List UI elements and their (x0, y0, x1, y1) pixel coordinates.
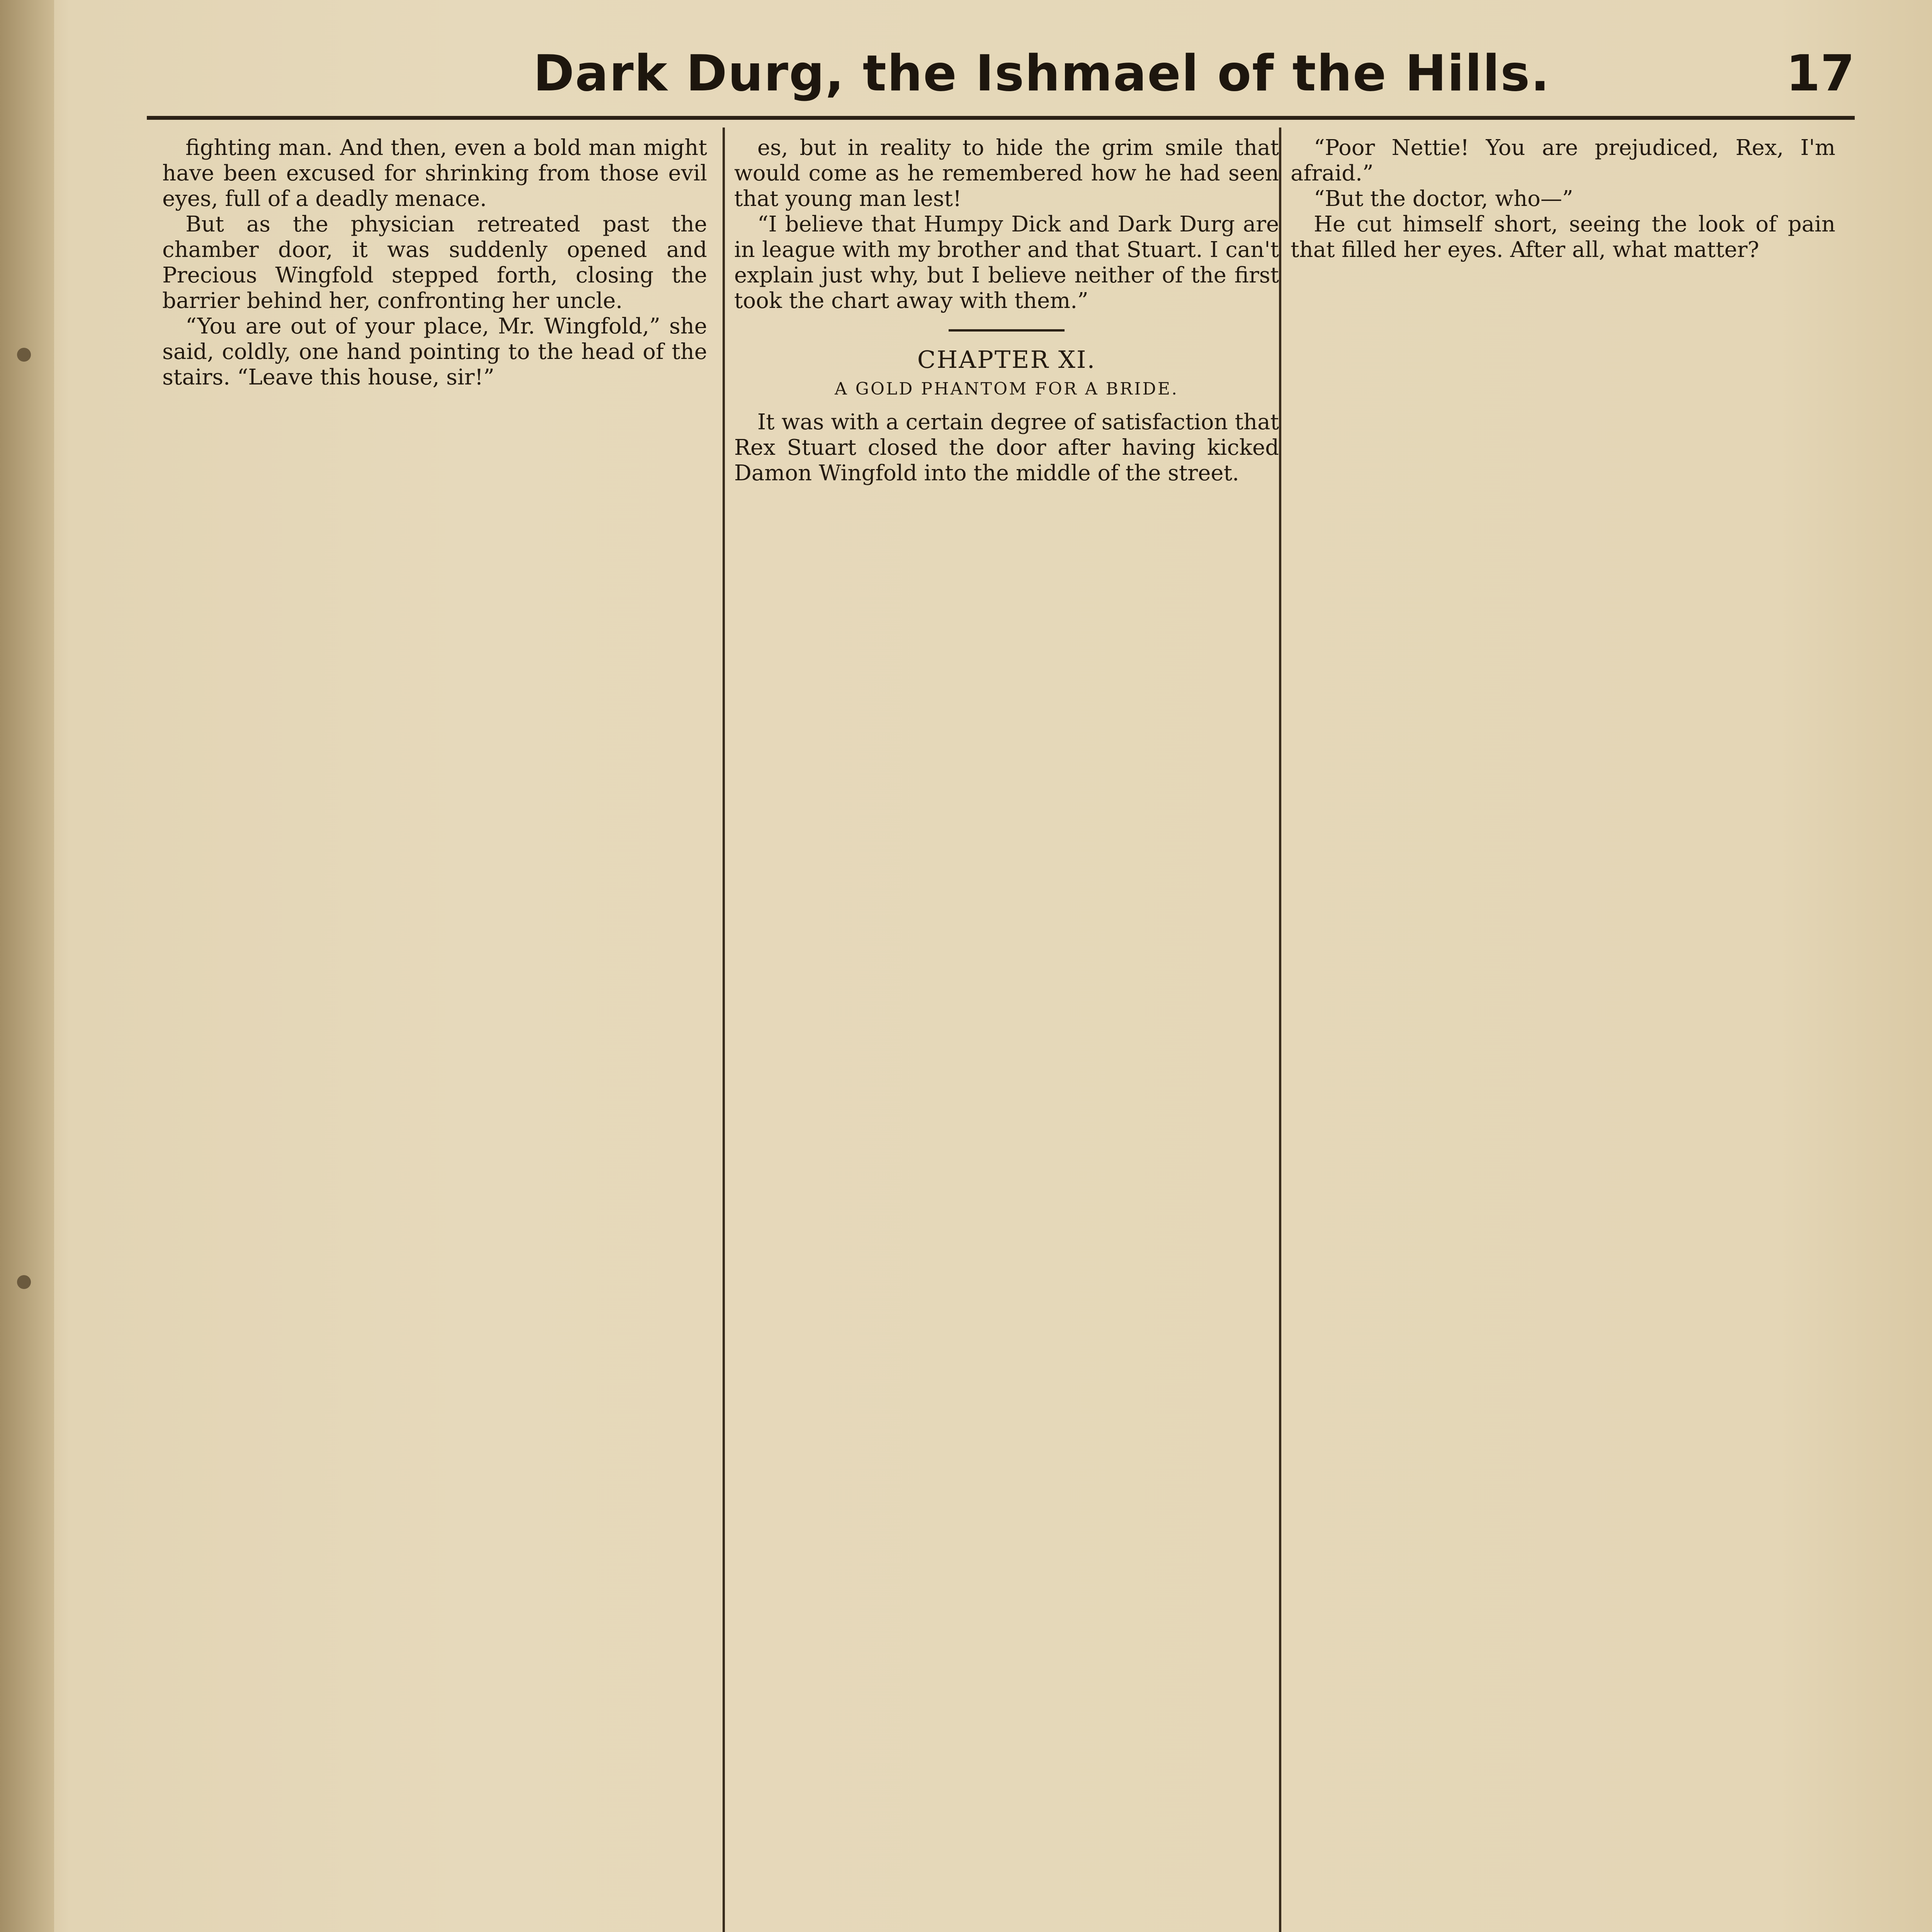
paragraph: “But the doctor, who—” (1314, 186, 1573, 211)
binding-edge (0, 0, 54, 1932)
column-divider (1279, 128, 1281, 1932)
chapter-heading: CHAPTER XI. (917, 345, 1096, 374)
binding-hole (17, 348, 31, 362)
paragraph: It was with a certain degree of satisfaction that Rex Stuart closed the door after having kicked Damon Wingfold into the middle of the street. (734, 410, 1279, 486)
column-divider (723, 128, 725, 1932)
page-number: 17 (1786, 44, 1855, 102)
paragraph: But as the physician retreated past the chamber door, it was suddenly opened and Precious Wingfold stepped forth, closing the barrier behind her, confronting her uncle. (162, 212, 707, 313)
binding-hole (17, 1275, 31, 1289)
paragraph: He cut himself short, seeing the look of pain that filled her eyes. After all, what matter? (1291, 212, 1835, 262)
page-header (533, 43, 1855, 104)
paragraph: es, but in reality to hide the grim smile that would come as he remembered how he had seen that young man lest! (734, 135, 1279, 211)
column-middle (734, 135, 1279, 486)
column-right (1291, 135, 1835, 263)
paragraph: “Poor Nettie! You are prejudiced, Rex, I'm afraid.” (1291, 135, 1835, 186)
section-divider (949, 329, 1065, 332)
paragraph: fighting man. And then, even a bold man might have been excused for shrinking from those evil eyes, full of a deadly menace. (162, 135, 707, 211)
header-rule (147, 116, 1855, 120)
chapter-subheading: A GOLD PHANTOM FOR A BRIDE. (835, 379, 1179, 399)
paragraph: “You are out of your place, Mr. Wingfold,” she said, coldly, one hand pointing to the head of the stairs. “Leave this house, sir!” (162, 314, 707, 390)
page-title: Dark Durg, the Ishmael of the Hills. (533, 44, 1550, 102)
paragraph: “I believe that Humpy Dick and Dark Durg are in league with my brother and that Stuart. I can't explain just why, but I believe neither of the first took the chart away with them.” (734, 212, 1279, 313)
column-left (162, 135, 707, 390)
